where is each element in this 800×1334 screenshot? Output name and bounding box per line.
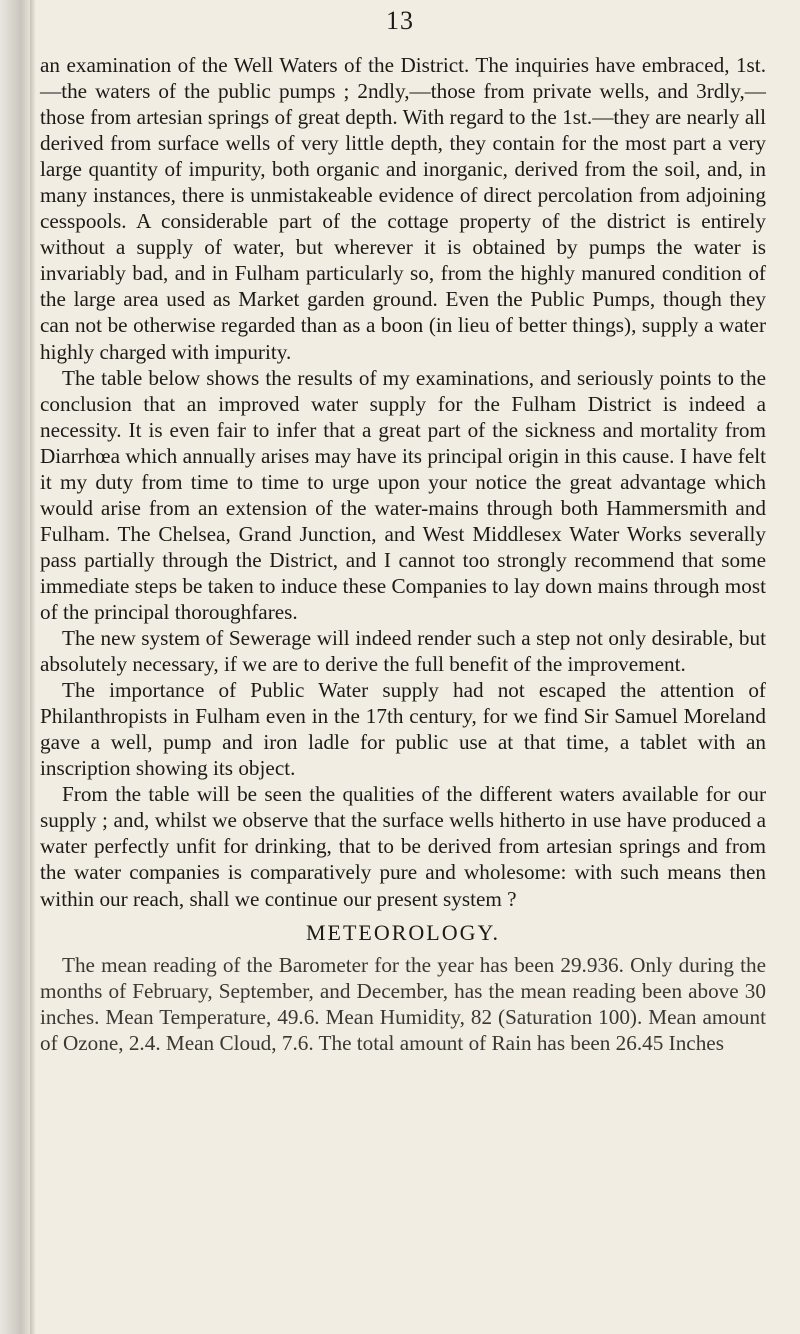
paragraph-sewerage: The new system of Sewerage will indeed render such a step not only desirable, but absolutely necessary, if we are to derive the full benefit of the improvement. <box>40 626 766 677</box>
binding-gutter <box>0 0 30 1334</box>
paragraph-table-results: The table below shows the results of my examinations, and seriously points to the conclusion that an improved water supply for the Fulham District is indeed a necessity. It is even fair to infer that a great part of the sickness and mortality from Diarrhœa which annually arises may have its principal origin in this cause. I have felt it my duty from time to time to urge upon your notice the great advantage which would arise from an extension of the water-mains through both Hammersmith and Fulham. The Chelsea, Grand Junction, and West Middlesex Water Works severally pass partially through the District, and I cannot too strongly recommend that some immediate steps be taken to induce these Companies to lay down mains through most of the principal thoroughfares. <box>40 365 766 624</box>
paragraph-meteorology: The mean reading of the Barometer for the year has been 29.936. Only during the months of February, September, and December, has the mean reading been above 30 inches. Mean Temperature, 49.6. Mean Humidity, 82 (Saturation 100). Mean amount of Ozone, 2.4. Mean Cloud, 7.6. The total amount of Rain has been 26.45 Inches <box>40 952 766 1055</box>
paragraph-well-waters: an examination of the Well Waters of the District. The inquiries have embraced, 1st.—the waters of the public pumps ; 2ndly,—those from private wells, and 3rdly,—those from artesian springs of great depth. With regard to the 1st.—they are nearly all derived from surface wells of very little depth, they contain for the most part a very large quantity of impurity, both organic and inorganic, derived from the soil, and, in many instances, there is unmistakeable evidence of direct percolation from adjoining cesspools. A considerable part of the cottage property of the district is entirely without a supply of water, but wherever it is obtained by pumps the water is invariably bad, and in Fulham particularly so, from the highly manured condition of the large area used as Market garden ground. Even the Public Pumps, though they can not be otherwise regarded than as a boon (in lieu of better things), supply a water highly charged with impurity. <box>40 53 766 364</box>
binding-shadow <box>30 0 36 1334</box>
page-number: 13 <box>386 6 414 35</box>
section-heading-meteorology: METEOROLOGY. <box>305 919 501 945</box>
paragraph-public-water-history: The importance of Public Water supply had not escaped the attention of Philanthropists in Fulham even in the 17th century, for we find Sir Samuel Moreland gave a well, pump and iron ladle for public use at that time, a tablet with an inscription showing its object. <box>40 678 766 781</box>
page-body <box>40 52 766 1056</box>
paragraph-water-qualities: From the table will be seen the qualities of the different waters available for our supply ; and, whilst we observe that the surface wells hitherto in use have produced a water perfectly unfit for drinking, that to be derived from artesian springs and from the water companies is comparatively pure and wholesome: with such means then within our reach, shall we continue our present system ? <box>40 782 766 911</box>
